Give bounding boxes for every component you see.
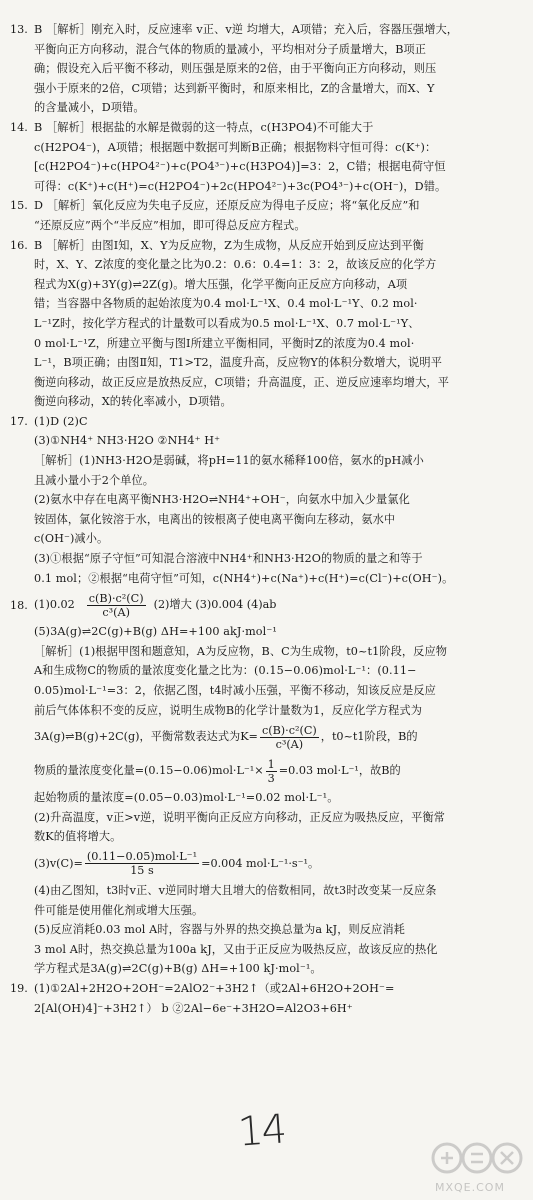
text-line: [c(H2PO4⁻)+c(HPO4²⁻)+c(PO4³⁻)+c(H3PO4)]=3：2，C错；根据电荷守恒 (34, 160, 446, 174)
text-line: 错；当容器中各物质的起始浓度为0.4 mol·L⁻¹X、0.4 mol·L⁻¹Y、0.2 mol· (34, 297, 418, 311)
text-line: ［解析］(1)NH3·H2O是弱碱，将pH=11的氨水稀释100倍，氨水的pH减小 (34, 454, 424, 468)
text-line: 衡逆向移动，故正反应是放热反应，C项错；升高温度，正、逆反应速率均增大，平 (34, 375, 450, 389)
k-fraction (260, 724, 319, 751)
text-line: (2)氨水中存在电离平衡NH3·H2O⇌NH4⁺+OH⁻，向氨水中加入少量氯化 (34, 493, 410, 507)
text-line: 确；假设充入后平衡不移动，则压强是原来的2倍，由于平衡向正方向移动，则压 (34, 62, 437, 76)
equilibrium-fraction (87, 592, 146, 619)
text-line: “还原反应”两个“半反应”相加，即可得总反应方程式。 (34, 218, 306, 232)
question-number: 19. (10, 981, 28, 995)
text-line: (4)由乙图知，t3时v正、v逆同时增大且增大的倍数相同，故t3时改变某一反应条 (34, 883, 437, 897)
text-line: (3)①NH4⁺ NH3·H2O ②NH4⁺ H⁺ (34, 434, 221, 448)
question-number: 16. (10, 238, 28, 252)
text-line: 0 mol·L⁻¹Z，所建立平衡与图Ⅰ所建立平衡相同，平衡时Z的浓度为0.4 mol· (34, 336, 415, 350)
text-line: 3 mol A时，热交换总量为100a kJ，又由于正反应为吸热反应，故该反应的热化 (34, 942, 438, 956)
fraction-numerator: c(B)·c²(C) (88, 591, 144, 605)
text-line: ［解析］(1)根据甲图和题意知，A为反应物，B、C为生成物，t0~t1阶段，反应物 (34, 644, 448, 658)
text-segment: 3A(g)⇌B(g)+2C(g)，平衡常数表达式为K= (34, 730, 258, 744)
text-line: 时，X、Y、Z浓度的变化量之比为0.2：0.6：0.4=1：3：2，故该反应的化学方 (34, 258, 437, 272)
text-line: 强小于原来的2倍，C项错；达到新平衡时，和原来相比，Z的含量增大，而X、Y (34, 81, 435, 95)
text-line: (2)升高温度，v正>v逆，说明平衡向正反应方向移动，正反应为吸热反应，平衡常 (34, 810, 445, 824)
watermark (427, 1140, 527, 1196)
question-number: 13. (10, 23, 28, 36)
text-line: D ［解析］氧化反应为失电子反应，还原反应为得电子反应；将“氧化反应”和 (34, 199, 420, 213)
answer-part-1: (1)0.02 (34, 598, 75, 612)
fraction-numerator: 1 (267, 757, 275, 771)
text-line: 0.1 mol；②根据“电荷守恒”可知，c(NH4⁺)+c(Na⁺)+c(H⁺)=c(Cl⁻)+c(OH⁻)。 (34, 571, 454, 585)
text-line: 可得：c(K⁺)+c(H⁺)=c(H2PO4⁻)+2c(HPO4²⁻)+3c(PO4³⁻)+c(OH⁻)，D错。 (34, 179, 447, 193)
text-line: 且减小量小于2个单位。 (34, 473, 155, 487)
text-line: 铵固体，氯化铵溶于水，电离出的铵根离子使电离平衡向左移动，氨水中 (34, 512, 396, 526)
text-line: 件可能是使用催化剂或增大压强。 (34, 903, 204, 917)
answer-14 (10, 118, 526, 196)
text-line: 学方程式是3A(g)⇌2C(g)+B(g) ΔH=+100 kJ·mol⁻¹。 (34, 962, 322, 976)
text-line: (1)D (2)C (34, 414, 88, 428)
text-line: L⁻¹Z时，按化学方程式的计量数可以看成为0.5 mol·L⁻¹X、0.7 mol·L⁻¹Y、 (34, 316, 420, 330)
text-line: A和生成物C的物质的量浓度变化量之比为：(0.15−0.06)mol·L⁻¹：(0.11− (34, 664, 417, 678)
fraction-numerator: c(B)·c²(C) (261, 723, 317, 737)
text-segment: 物质的量浓度变化量=(0.15−0.06)mol·L⁻¹× (34, 764, 264, 778)
answer-18 (10, 588, 526, 979)
question-number: 18. (10, 599, 28, 613)
answer-line-1 (34, 588, 526, 622)
k-expression-line (34, 720, 526, 754)
text-line: B ［解析］刚充入时，反应速率 v正、v逆 均增大，A项错；充入后，容器压强增大， (34, 23, 459, 36)
text-line: (3)①根据“原子守恒”可知混合溶液中NH4⁺和NH3·H2O的物质的量之和等于 (34, 552, 423, 566)
text-line: (5)反应消耗0.03 mol A时，容器与外界的热交换总量为a kJ，则反应消耗 (34, 923, 405, 937)
fraction-denominator: c³(A) (275, 737, 304, 751)
watermark-text: MXQE.COM (435, 1181, 505, 1194)
text-line: 2[Al(OH)4]⁻+3H2↑） b ②2Al−6e⁻+3H2O=Al2O3+6H⁺ (34, 1001, 353, 1015)
text-line: B ［解析］由图Ⅰ知，X、Y为反应物，Z为生成物，从反应开始到反应达到平衡 (34, 238, 424, 252)
text-line: (1)①2Al+2H2O+2OH⁻=2AlO2⁻+3H2↑（或2Al+6H2O+2OH⁻= (34, 981, 395, 995)
answer-16 (10, 236, 526, 412)
answer-parts-2-4: (2)增大 (3)0.004 (4)ab (153, 598, 277, 612)
answer-15 (10, 196, 526, 235)
text-line: 数K的值将增大。 (34, 830, 122, 844)
b-change-line (34, 754, 526, 788)
text-segment: (3)v(C)= (34, 857, 83, 871)
text-line: B ［解析］根据盐的水解是微弱的这一特点，c(H3PO4)不可能大于 (34, 120, 374, 134)
text-segment: =0.004 mol·L⁻¹·s⁻¹。 (201, 857, 320, 871)
one-third-fraction (266, 758, 277, 785)
text-line: 的含量减小，D项错。 (34, 101, 145, 115)
question-number: 15. (10, 199, 28, 213)
fraction-denominator: 15 s (130, 864, 154, 878)
rate-fraction (85, 850, 199, 877)
handwritten-page-number: 14 (236, 1106, 287, 1156)
fraction-denominator: c³(A) (102, 605, 130, 619)
text-line: (5)3A(g)⇌2C(g)+B(g) ΔH=+100 akJ·mol⁻¹ (34, 625, 277, 639)
text-line: 平衡向正方向移动，混合气体的物质的量减小，平均相对分子质量增大，B项正 (34, 42, 427, 56)
answer-19 (10, 979, 526, 1018)
fraction-denominator: 3 (267, 771, 275, 785)
question-number: 14. (10, 120, 28, 134)
rate-line (34, 847, 526, 881)
text-segment: ，t0~t1阶段，B的 (320, 730, 418, 744)
text-line: L⁻¹，B项正确；由图Ⅱ知，T1>T2，温度升高，反应物Y的体积分数增大，说明平 (34, 356, 443, 370)
answer-13 (10, 20, 526, 118)
question-number: 17. (10, 414, 28, 428)
answer-17 (10, 412, 526, 588)
answer-page (10, 20, 526, 1018)
text-line: 起始物质的量浓度=(0.05−0.03)mol·L⁻¹=0.02 mol·L⁻¹。 (34, 791, 339, 805)
text-line: 衡逆向移动，X的转化率减小，D项错。 (34, 395, 232, 409)
fraction-numerator: (0.11−0.05)mol·L⁻¹ (86, 850, 198, 864)
text-line: 程式为X(g)+3Y(g)⇌2Z(g)。增大压强，化学平衡向正反应方向移动，A项 (34, 277, 408, 291)
text-segment: =0.03 mol·L⁻¹，故B的 (278, 764, 401, 778)
text-line: c(H2PO4⁻)，A项错；根据题中数据可判断B正确；根据物料守恒可得：c(K⁺)： (34, 140, 437, 154)
text-line: c(OH⁻)减小。 (34, 532, 109, 546)
text-line: 前后气体体积不变的反应，说明生成物B的化学计量数为1，反应化学方程式为 (34, 703, 423, 717)
answer-circle-logo-icon (431, 1140, 523, 1176)
text-line: 0.05)mol·L⁻¹=3：2，依据乙图，t4时减小压强，平衡不移动，知该反应是反应 (34, 684, 436, 697)
